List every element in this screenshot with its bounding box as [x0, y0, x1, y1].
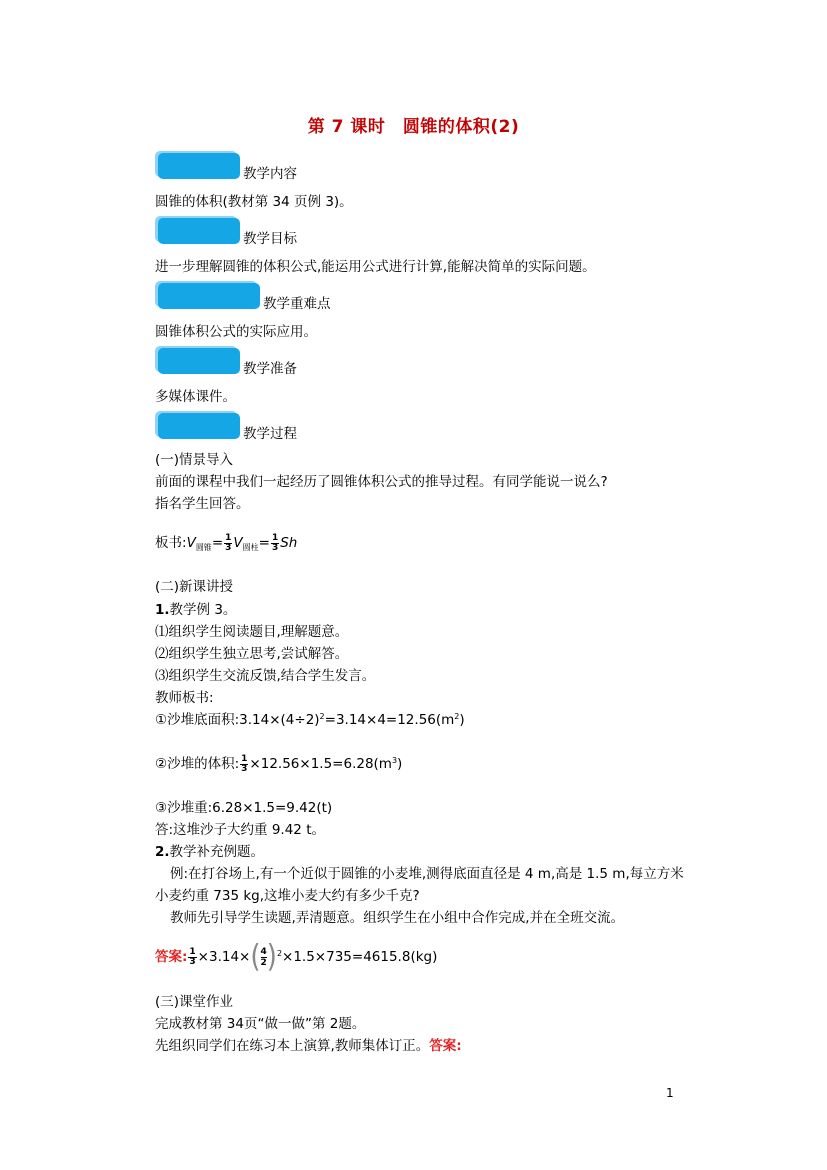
fraction-one-third: $\frac{1}{3}$: [271, 532, 279, 553]
answer-label: 答案:: [155, 949, 188, 965]
answer-label: 答案:: [429, 1038, 462, 1054]
part1-heading: (一)情景导入: [155, 452, 234, 468]
fraction-one-third: $\frac{1}{3}$: [189, 946, 196, 967]
section-label-process: 教学过程: [243, 426, 297, 442]
part2-item1: 1.教学例 3。: [155, 602, 237, 618]
volume-symbol: V: [186, 535, 196, 551]
part2-step2: ⑵组织学生独立思考,尝试解答。: [155, 646, 349, 662]
board-prefix: 板书:: [155, 535, 187, 551]
volume-symbol: V: [233, 535, 243, 551]
answer-example3: 答:这堆沙子大约重 9.42 t。: [155, 822, 325, 838]
section-label-prep: 教学准备: [243, 361, 297, 377]
part2-heading: (二)新课讲授: [155, 579, 234, 595]
part2-step1: ⑴组织学生阅读题目,理解题意。: [155, 624, 349, 640]
board-formula: [155, 531, 297, 553]
page-title: 第 7 课时 圆锥的体积(2): [307, 117, 520, 137]
subscript-cone: 圆锥: [195, 543, 212, 552]
fraction-one-third: $\frac{1}{3}$: [241, 753, 248, 774]
sh-symbol: Sh: [280, 535, 298, 551]
section-badge: [158, 218, 240, 244]
guide-line: 教师先引导学生读题,弄清题意。组织学生在小组中合作完成,并在全班交流。: [170, 910, 625, 926]
equals-sign: =: [258, 535, 270, 551]
calc-step2: ②沙堆的体积: $\frac{1}{3}$ $\times 12.56\times 1.5=6.28(m^3)$: [155, 753, 403, 774]
calc-step1: ①沙堆底面积$:3.14\times(4\div 2)^2=3.14\times 4=12.56(m^2)$: [155, 712, 465, 728]
part3-heading: (三)课堂作业: [155, 994, 234, 1010]
part1-line1: 前面的课程中我们一起经历了圆锥体积公式的推导过程。有同学能说一说么?: [155, 474, 608, 490]
part2-step3: ⑶组织学生交流反馈,结合学生发言。: [155, 668, 376, 684]
example-line1: 例:在打谷场上,有一个近似于圆锥的小麦堆,测得底面直径是 4 m,高是 1.5 m,每立方米: [170, 866, 684, 882]
page-number: 1: [666, 1086, 674, 1100]
section-body-keypoints: 圆锥体积公式的实际应用。: [155, 324, 317, 340]
subscript-cylinder: 圆柱: [242, 543, 259, 552]
part3-line1: 完成教材第 34页“做一做”第 2题。: [155, 1016, 366, 1032]
section-badge: [158, 348, 240, 374]
teacher-board-label: 教师板书:: [155, 690, 214, 706]
section-badge: [158, 283, 260, 309]
part1-line2: 指名学生回答。: [155, 496, 250, 512]
section-badge: [158, 153, 240, 179]
section-body-goals: 进一步理解圆锥的体积公式,能运用公式进行计算,能解决简单的实际问题。: [155, 259, 596, 275]
part3-line2: 先组织同学们在练习本上演算,教师集体订正。答案:: [155, 1038, 462, 1054]
section-badge: [158, 413, 240, 439]
fraction-four-halves: $\frac{4}{2}$: [260, 946, 267, 968]
section-body-content: 圆锥的体积(教材第 34 页例 3)。: [155, 194, 353, 210]
section-body-prep: 多媒体课件。: [155, 389, 236, 405]
equals-sign: =: [211, 535, 224, 551]
section-label-keypoints: 教学重难点: [263, 296, 331, 312]
section-label-content: 教学内容: [243, 166, 297, 182]
section-label-goals: 教学目标: [243, 231, 297, 247]
fraction-one-third: $\frac{1}{3}$: [225, 532, 232, 553]
answer-example-supplement: 答案: $\frac{1}{3}$ ×3.14×( $\frac{4}{2}$ )$^2$×1.5×735=4615.8(kg): [155, 939, 438, 975]
part2-item2: 2.教学补充例题。: [155, 844, 265, 860]
calc-step3: ③沙堆重:6.28×1.5=9.42(t): [155, 800, 333, 816]
example-line2: 小麦约重 735 kg,这堆小麦大约有多少千克?: [155, 888, 420, 904]
